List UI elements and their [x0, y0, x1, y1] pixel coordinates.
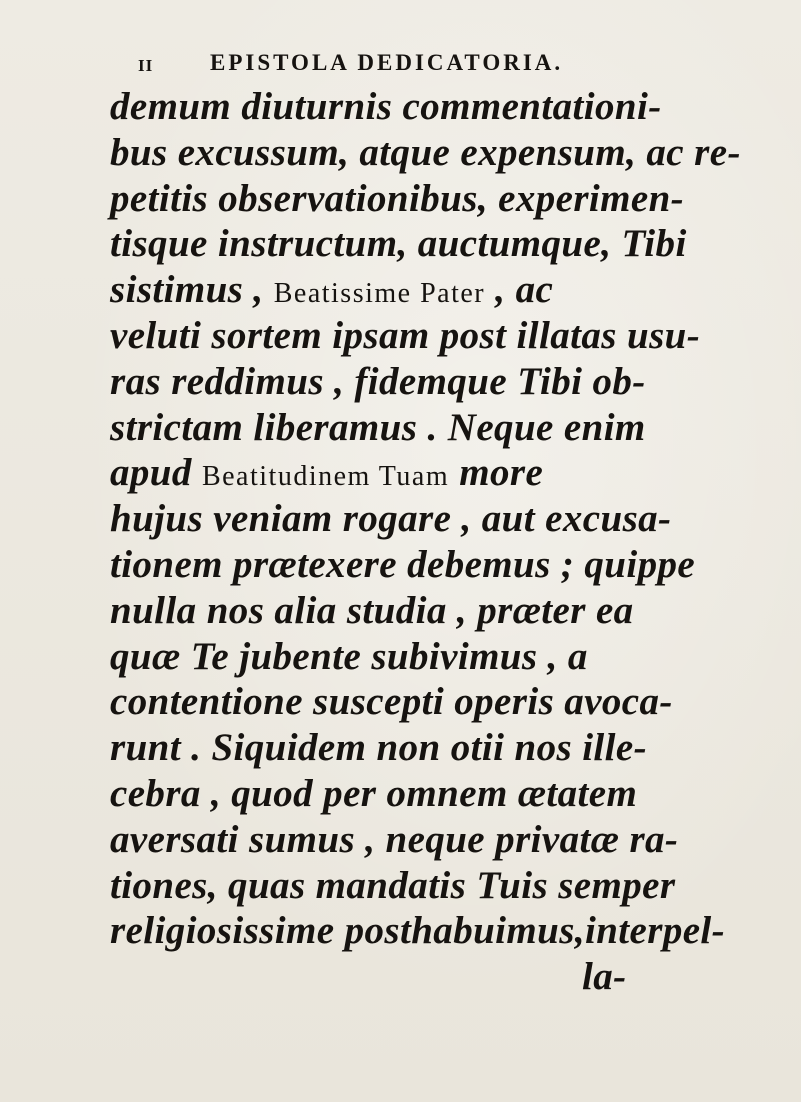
text-segment: more	[449, 451, 544, 495]
text-line	[110, 221, 750, 267]
text-line	[110, 863, 750, 909]
text-segment: demum diuturnis commentationi-	[110, 85, 662, 128]
body-text	[110, 84, 750, 1000]
text-segment: contentione suscepti operis avoca-	[110, 680, 673, 724]
text-segment: tionem prætexere debemus ; quippe	[110, 542, 696, 586]
text-line	[110, 496, 750, 542]
page-header	[110, 50, 670, 80]
text-segment: , ac	[485, 268, 554, 312]
text-line	[110, 359, 750, 405]
text-line	[110, 634, 750, 680]
catchword: la-	[582, 955, 627, 999]
text-line	[110, 176, 750, 222]
text-line	[110, 130, 750, 176]
text-line	[110, 817, 750, 863]
text-segment: petitis observationibus, experimen-	[110, 176, 685, 220]
text-segment: sistimus ,	[110, 268, 274, 312]
text-segment: runt . Siquidem non otii nos ille-	[110, 726, 647, 770]
text-segment: cebra , quod per omnem ætatem	[110, 771, 638, 815]
text-segment: religiosissime posthabuimus,interpel-	[110, 909, 726, 953]
text-segment: nulla nos alia studia , præter ea	[110, 588, 634, 632]
text-segment: bus excussum, atque expensum, ac re-	[110, 130, 741, 174]
text-line	[110, 267, 750, 313]
running-head: EPISTOLA DEDICATORIA.	[210, 50, 564, 75]
text-line	[110, 908, 750, 954]
text-segment: apud	[110, 451, 202, 495]
text-segment: quæ Te jubente subivimus , a	[110, 634, 588, 678]
small-caps-address: Beatissime Pater	[273, 278, 486, 310]
text-segment: aversati sumus , neque privatæ ra-	[110, 817, 679, 861]
text-line	[110, 679, 750, 725]
text-segment: veluti sortem ipsam post illatas usu-	[110, 313, 701, 357]
text-line	[110, 588, 750, 634]
text-segment: tiones, quas mandatis Tuis semper	[110, 863, 676, 907]
text-line	[110, 450, 750, 496]
text-line	[110, 405, 750, 451]
text-segment: strictam liberamus . Neque enim	[110, 405, 646, 449]
text-line	[110, 725, 750, 771]
small-caps-address: Beatitudinem Tuam	[201, 461, 450, 493]
text-segment: hujus veniam rogare , aut excusa-	[110, 497, 672, 541]
page-number: II	[138, 56, 154, 75]
text-line	[110, 313, 750, 359]
text-segment: ras reddimus , fidemque Tibi ob-	[110, 359, 646, 403]
text-line	[110, 84, 750, 130]
text-line	[110, 542, 750, 588]
text-line	[110, 771, 750, 817]
text-segment: tisque instructum, auctumque, Tibi	[110, 222, 687, 266]
